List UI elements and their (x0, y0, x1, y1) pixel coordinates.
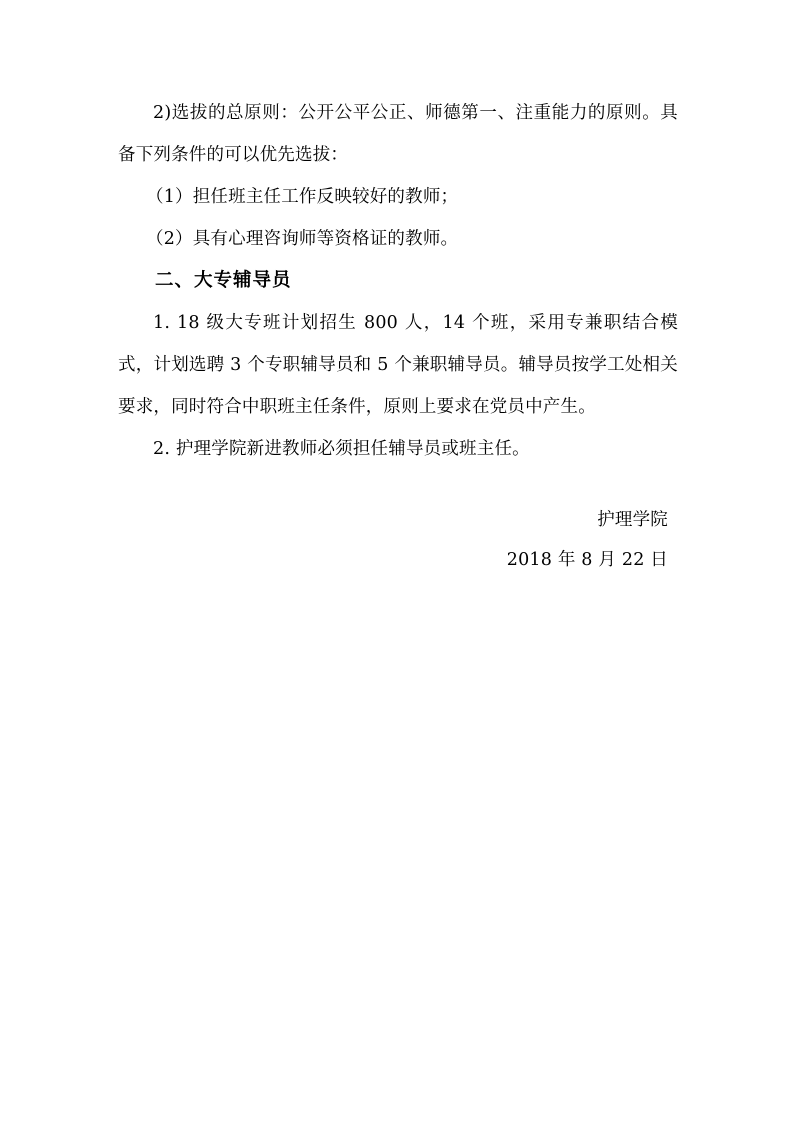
paragraph-condition-2: （2）具有心理咨询师等资格证的教师。 (146, 229, 459, 249)
paragraph-condition-1: （1）担任班主任工作反映较好的教师； (146, 187, 459, 207)
paragraph-selection-principles: 2)选拔的总原则：公开公平公正、师德第一、注重能力的原则。具备下列条件的可以优先选拔： (118, 103, 678, 165)
paragraph-new-teacher-duty: 2. 护理学院新进教师必须担任辅导员或班主任。 (153, 439, 530, 459)
section-heading-counselors: 二、大专辅导员 (155, 270, 292, 291)
signature-block (118, 500, 678, 580)
paragraph-enrollment-plan: 1. 18 级大专班计划招生 800 人，14 个班，采用专兼职结合模式，计划选聘 3 个专职辅导员和 5 个兼职辅导员。辅导员按学工处相关要求，同时符合中职班主任条件，原则上要求在党员中产生。 (118, 313, 678, 417)
document-content (118, 92, 678, 580)
signature-date: 2018 年 8 月 22 日 (506, 550, 668, 570)
signature-organization: 护理学院 (597, 510, 668, 530)
